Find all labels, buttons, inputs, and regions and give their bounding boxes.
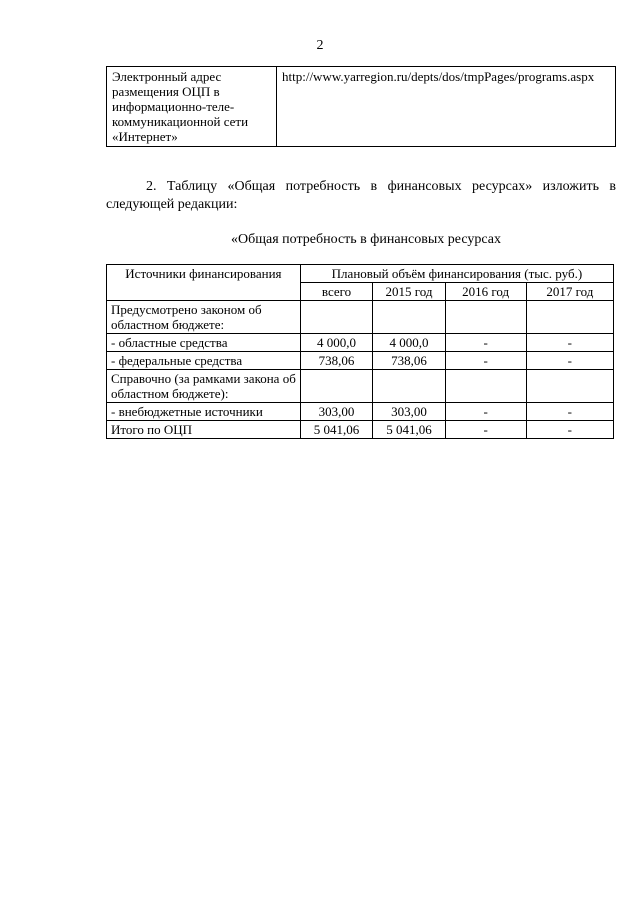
column-header: всего bbox=[300, 283, 372, 301]
cell-value: - bbox=[445, 403, 526, 421]
column-header: 2016 год bbox=[445, 283, 526, 301]
cell-value: 738,06 bbox=[300, 352, 372, 370]
cell-value: 303,00 bbox=[373, 403, 445, 421]
table-header-row bbox=[107, 265, 614, 283]
cell-value: - bbox=[445, 421, 526, 439]
table-row bbox=[107, 67, 616, 147]
info-label: Электронный адрес размещения ОЦП в информационно-теле-коммуникационной сети «Интернет» bbox=[107, 67, 277, 147]
cell-value bbox=[373, 370, 445, 403]
header-plan: Плановый объём финансирования (тыс. руб.) bbox=[300, 265, 613, 283]
cell-value bbox=[445, 301, 526, 334]
cell-value: 738,06 bbox=[373, 352, 445, 370]
row-label: Предусмотрено законом об областном бюджете: bbox=[107, 301, 301, 334]
row-label: Итого по ОЦП bbox=[107, 421, 301, 439]
cell-value: - bbox=[526, 352, 613, 370]
amendment-paragraph: 2. Таблицу «Общая потребность в финансовых ресурсах» изложить в следующей редакции: bbox=[106, 179, 616, 212]
row-label: - внебюджетные источники bbox=[107, 403, 301, 421]
row-label: - областные средства bbox=[107, 334, 301, 352]
cell-value: - bbox=[526, 403, 613, 421]
header-source: Источники финансирования bbox=[107, 265, 301, 301]
cell-value: 5 041,06 bbox=[300, 421, 372, 439]
info-url: http://www.yarregion.ru/depts/dos/tmpPages/programs.aspx bbox=[277, 67, 616, 147]
cell-value: 303,00 bbox=[300, 403, 372, 421]
cell-value: - bbox=[526, 334, 613, 352]
column-header: 2017 год bbox=[526, 283, 613, 301]
table-row bbox=[107, 301, 614, 334]
table-row bbox=[107, 370, 614, 403]
table-row bbox=[107, 403, 614, 421]
cell-value bbox=[445, 370, 526, 403]
cell-value bbox=[300, 301, 372, 334]
cell-value: - bbox=[445, 352, 526, 370]
table-row bbox=[107, 352, 614, 370]
page-number: 2 bbox=[316, 38, 324, 53]
info-table bbox=[106, 66, 616, 147]
table-row bbox=[107, 334, 614, 352]
cell-value: - bbox=[526, 421, 613, 439]
cell-value bbox=[300, 370, 372, 403]
cell-value: - bbox=[445, 334, 526, 352]
cell-value bbox=[526, 370, 613, 403]
column-header: 2015 год bbox=[373, 283, 445, 301]
cell-value: 4 000,0 bbox=[373, 334, 445, 352]
table-title: «Общая потребность в финансовых ресурсах bbox=[231, 232, 501, 247]
cell-value bbox=[373, 301, 445, 334]
cell-value: 4 000,0 bbox=[300, 334, 372, 352]
cell-value bbox=[526, 301, 613, 334]
financing-table bbox=[106, 264, 614, 439]
cell-value: 5 041,06 bbox=[373, 421, 445, 439]
row-label: - федеральные средства bbox=[107, 352, 301, 370]
row-label: Справочно (за рамками закона об областном бюджете): bbox=[107, 370, 301, 403]
table-row bbox=[107, 421, 614, 439]
